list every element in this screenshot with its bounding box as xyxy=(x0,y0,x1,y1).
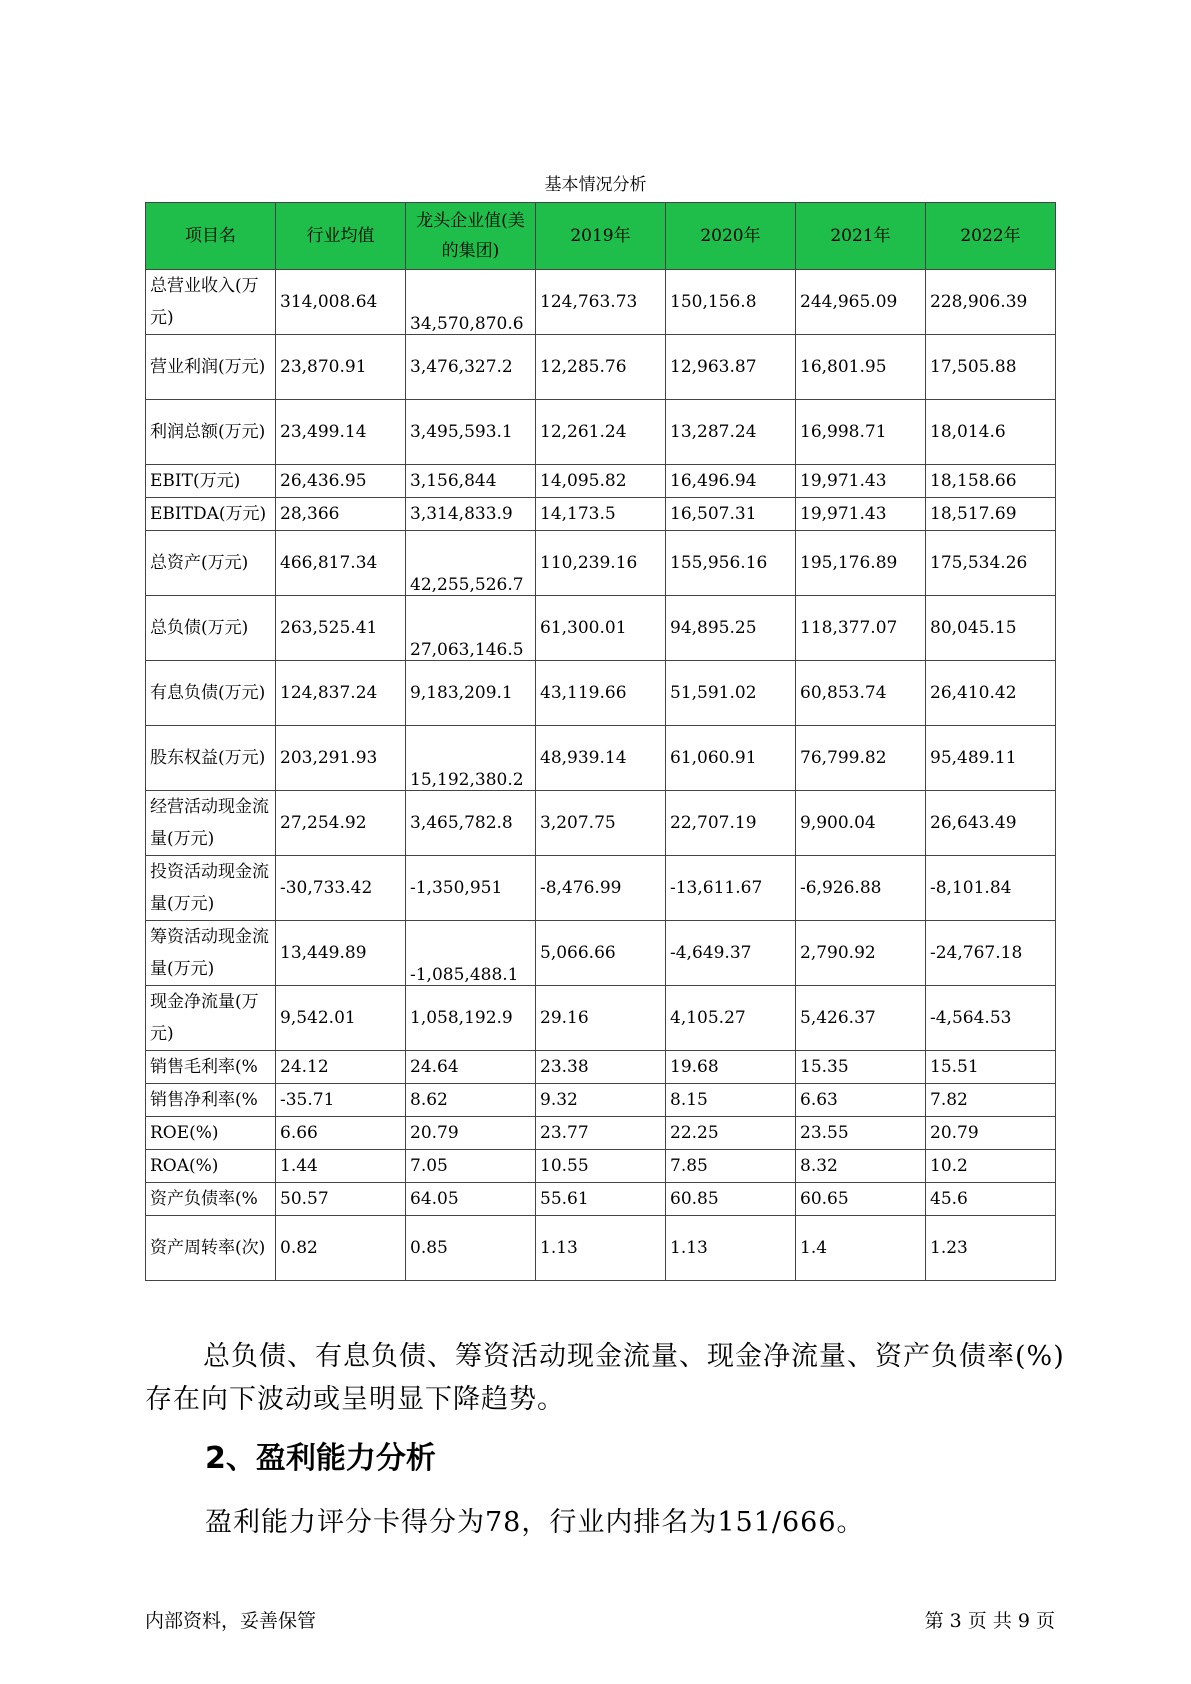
table-cell: -1,085,488.1 xyxy=(406,921,536,986)
table-cell: 110,239.16 xyxy=(536,531,666,596)
row-label: ROE(%) xyxy=(146,1117,276,1150)
table-cell: 76,799.82 xyxy=(796,726,926,791)
table-cell: 9,900.04 xyxy=(796,791,926,856)
table-cell: 17,505.88 xyxy=(926,335,1056,400)
table-cell: 15.35 xyxy=(796,1051,926,1084)
table-cell: 228,906.39 xyxy=(926,270,1056,335)
table-cell: 7.05 xyxy=(406,1150,536,1183)
table-cell: 29.16 xyxy=(536,986,666,1051)
table-cell: 3,314,833.9 xyxy=(406,498,536,531)
table-cell: 60.85 xyxy=(666,1183,796,1216)
table-cell: 50.57 xyxy=(276,1183,406,1216)
table-cell: 1,058,192.9 xyxy=(406,986,536,1051)
table-cell: -8,476.99 xyxy=(536,856,666,921)
table-cell: 1.4 xyxy=(796,1216,926,1281)
table-cell: 34,570,870.6 xyxy=(406,270,536,335)
table-cell: -6,926.88 xyxy=(796,856,926,921)
table-cell: 14,173.5 xyxy=(536,498,666,531)
table-cell: 14,095.82 xyxy=(536,465,666,498)
table-cell: 18,517.69 xyxy=(926,498,1056,531)
table-cell: 10.2 xyxy=(926,1150,1056,1183)
table-cell: 13,287.24 xyxy=(666,400,796,465)
row-label: EBITDA(万元) xyxy=(146,498,276,531)
table-cell: 43,119.66 xyxy=(536,661,666,726)
table-cell: 8.62 xyxy=(406,1084,536,1117)
table-cell: 23.38 xyxy=(536,1051,666,1084)
table-cell: 5,066.66 xyxy=(536,921,666,986)
table-cell: 42,255,526.7 xyxy=(406,531,536,596)
table-cell: 9,183,209.1 xyxy=(406,661,536,726)
table-cell: 26,436.95 xyxy=(276,465,406,498)
table-cell: 64.05 xyxy=(406,1183,536,1216)
table-cell: 24.12 xyxy=(276,1051,406,1084)
table-row xyxy=(146,986,1056,1051)
table-row xyxy=(146,726,1056,791)
table-cell: 3,495,593.1 xyxy=(406,400,536,465)
header-2022: 2022年 xyxy=(926,203,1056,270)
table-cell: 9,542.01 xyxy=(276,986,406,1051)
row-label: 销售净利率(% xyxy=(146,1084,276,1117)
table-cell: 124,837.24 xyxy=(276,661,406,726)
table-cell: 244,965.09 xyxy=(796,270,926,335)
table-cell: 60,853.74 xyxy=(796,661,926,726)
table-row xyxy=(146,1216,1056,1281)
table-cell: 0.85 xyxy=(406,1216,536,1281)
table-cell: 18,158.66 xyxy=(926,465,1056,498)
table-cell: -8,101.84 xyxy=(926,856,1056,921)
table-cell: 155,956.16 xyxy=(666,531,796,596)
table-cell: 203,291.93 xyxy=(276,726,406,791)
table-cell: 1.44 xyxy=(276,1150,406,1183)
table-cell: 6.63 xyxy=(796,1084,926,1117)
table-cell: 51,591.02 xyxy=(666,661,796,726)
table-cell: 7.85 xyxy=(666,1150,796,1183)
table-cell: 19,971.43 xyxy=(796,498,926,531)
table-cell: 12,963.87 xyxy=(666,335,796,400)
row-label: ROA(%) xyxy=(146,1150,276,1183)
footer-confidential: 内部资料，妥善保管 xyxy=(145,1610,317,1632)
table-cell: 19,971.43 xyxy=(796,465,926,498)
table-cell: 26,410.42 xyxy=(926,661,1056,726)
table-cell: 24.64 xyxy=(406,1051,536,1084)
table-cell: 18,014.6 xyxy=(926,400,1056,465)
table-cell: 12,261.24 xyxy=(536,400,666,465)
table-cell: 94,895.25 xyxy=(666,596,796,661)
row-label: 现金净流量(万元) xyxy=(146,986,276,1051)
table-row xyxy=(146,465,1056,498)
table-cell: 150,156.8 xyxy=(666,270,796,335)
footer-page-number: 第 3 页 共 9 页 xyxy=(924,1610,1055,1632)
section-heading: 2、盈利能力分析 xyxy=(205,1441,436,1476)
table-cell: 13,449.89 xyxy=(276,921,406,986)
table-cell: 8.15 xyxy=(666,1084,796,1117)
row-label: 股东权益(万元) xyxy=(146,726,276,791)
row-label: 投资活动现金流量(万元) xyxy=(146,856,276,921)
table-header-row xyxy=(146,203,1056,270)
table-cell: 175,534.26 xyxy=(926,531,1056,596)
table-cell: 12,285.76 xyxy=(536,335,666,400)
table-cell: -30,733.42 xyxy=(276,856,406,921)
table-cell: 23,499.14 xyxy=(276,400,406,465)
table-row xyxy=(146,531,1056,596)
table-cell: 19.68 xyxy=(666,1051,796,1084)
row-label: EBIT(万元) xyxy=(146,465,276,498)
table-cell: 1.13 xyxy=(666,1216,796,1281)
table-cell: 26,643.49 xyxy=(926,791,1056,856)
table-cell: 16,998.71 xyxy=(796,400,926,465)
table-cell: 15,192,380.2 xyxy=(406,726,536,791)
table-cell: 27,063,146.5 xyxy=(406,596,536,661)
header-2021: 2021年 xyxy=(796,203,926,270)
table-cell: 45.6 xyxy=(926,1183,1056,1216)
table-row xyxy=(146,400,1056,465)
row-label: 总营业收入(万元) xyxy=(146,270,276,335)
table-cell: -35.71 xyxy=(276,1084,406,1117)
table-row xyxy=(146,498,1056,531)
table-cell: 22.25 xyxy=(666,1117,796,1150)
header-2020: 2020年 xyxy=(666,203,796,270)
table-cell: 2,790.92 xyxy=(796,921,926,986)
row-label: 销售毛利率(% xyxy=(146,1051,276,1084)
table-cell: 466,817.34 xyxy=(276,531,406,596)
table-cell: -13,611.67 xyxy=(666,856,796,921)
table-cell: 3,476,327.2 xyxy=(406,335,536,400)
table-cell: 9.32 xyxy=(536,1084,666,1117)
table-cell: 16,496.94 xyxy=(666,465,796,498)
table-row xyxy=(146,1183,1056,1216)
table-row xyxy=(146,1051,1056,1084)
table-cell: 48,939.14 xyxy=(536,726,666,791)
header-industry-avg: 行业均值 xyxy=(276,203,406,270)
table-cell: 80,045.15 xyxy=(926,596,1056,661)
table-row xyxy=(146,1117,1056,1150)
header-item-name: 项目名 xyxy=(146,203,276,270)
table-cell: 0.82 xyxy=(276,1216,406,1281)
table-cell: 3,465,782.8 xyxy=(406,791,536,856)
table-cell: 95,489.11 xyxy=(926,726,1056,791)
table-cell: 124,763.73 xyxy=(536,270,666,335)
row-label: 资产周转率(次) xyxy=(146,1216,276,1281)
table-cell: 61,300.01 xyxy=(536,596,666,661)
table-cell: 10.55 xyxy=(536,1150,666,1183)
table-cell: 195,176.89 xyxy=(796,531,926,596)
score-paragraph: 盈利能力评分卡得分为78，行业内排名为151/666。 xyxy=(205,1507,865,1538)
table-row xyxy=(146,661,1056,726)
table-cell: 4,105.27 xyxy=(666,986,796,1051)
table-cell: -1,350,951 xyxy=(406,856,536,921)
table-cell: 118,377.07 xyxy=(796,596,926,661)
row-label: 利润总额(万元) xyxy=(146,400,276,465)
table-caption: 基本情况分析 xyxy=(544,175,647,195)
table-cell: 23.55 xyxy=(796,1117,926,1150)
table-cell: 27,254.92 xyxy=(276,791,406,856)
table-cell: 23.77 xyxy=(536,1117,666,1150)
table-row xyxy=(146,596,1056,661)
header-2019: 2019年 xyxy=(536,203,666,270)
table-row xyxy=(146,791,1056,856)
table-cell: 1.23 xyxy=(926,1216,1056,1281)
table-cell: 61,060.91 xyxy=(666,726,796,791)
table-cell: 5,426.37 xyxy=(796,986,926,1051)
table-row xyxy=(146,1084,1056,1117)
table-cell: 20.79 xyxy=(406,1117,536,1150)
row-label: 筹资活动现金流量(万元) xyxy=(146,921,276,986)
table-row xyxy=(146,856,1056,921)
table-cell: 1.13 xyxy=(536,1216,666,1281)
table-cell: -4,649.37 xyxy=(666,921,796,986)
row-label: 总负债(万元) xyxy=(146,596,276,661)
table-cell: 7.82 xyxy=(926,1084,1056,1117)
table-cell: 28,366 xyxy=(276,498,406,531)
table-cell: 16,507.31 xyxy=(666,498,796,531)
table-cell: -24,767.18 xyxy=(926,921,1056,986)
table-cell: 15.51 xyxy=(926,1051,1056,1084)
table-cell: 6.66 xyxy=(276,1117,406,1150)
row-label: 营业利润(万元) xyxy=(146,335,276,400)
table-cell: 3,207.75 xyxy=(536,791,666,856)
table-cell: 8.32 xyxy=(796,1150,926,1183)
table-cell: 3,156,844 xyxy=(406,465,536,498)
table-cell: 263,525.41 xyxy=(276,596,406,661)
table-body xyxy=(146,270,1056,1281)
table-cell: 55.61 xyxy=(536,1183,666,1216)
financial-table xyxy=(145,202,1056,1281)
header-leader-value: 龙头企业值(美的集团) xyxy=(406,203,536,270)
table-cell: 23,870.91 xyxy=(276,335,406,400)
table-cell: 22,707.19 xyxy=(666,791,796,856)
table-cell: 20.79 xyxy=(926,1117,1056,1150)
table-cell: 314,008.64 xyxy=(276,270,406,335)
table-cell: -4,564.53 xyxy=(926,986,1056,1051)
table-cell: 60.65 xyxy=(796,1183,926,1216)
table-row xyxy=(146,335,1056,400)
table-cell: 16,801.95 xyxy=(796,335,926,400)
table-row xyxy=(146,921,1056,986)
row-label: 经营活动现金流量(万元) xyxy=(146,791,276,856)
table-row xyxy=(146,270,1056,335)
row-label: 有息负债(万元) xyxy=(146,661,276,726)
summary-paragraph: 总负债、有息负债、筹资活动现金流量、现金净流量、资产负债率(%)存在向下波动或呈明显下降趋势。 xyxy=(145,1341,1065,1415)
table-row xyxy=(146,1150,1056,1183)
row-label: 总资产(万元) xyxy=(146,531,276,596)
row-label: 资产负债率(% xyxy=(146,1183,276,1216)
